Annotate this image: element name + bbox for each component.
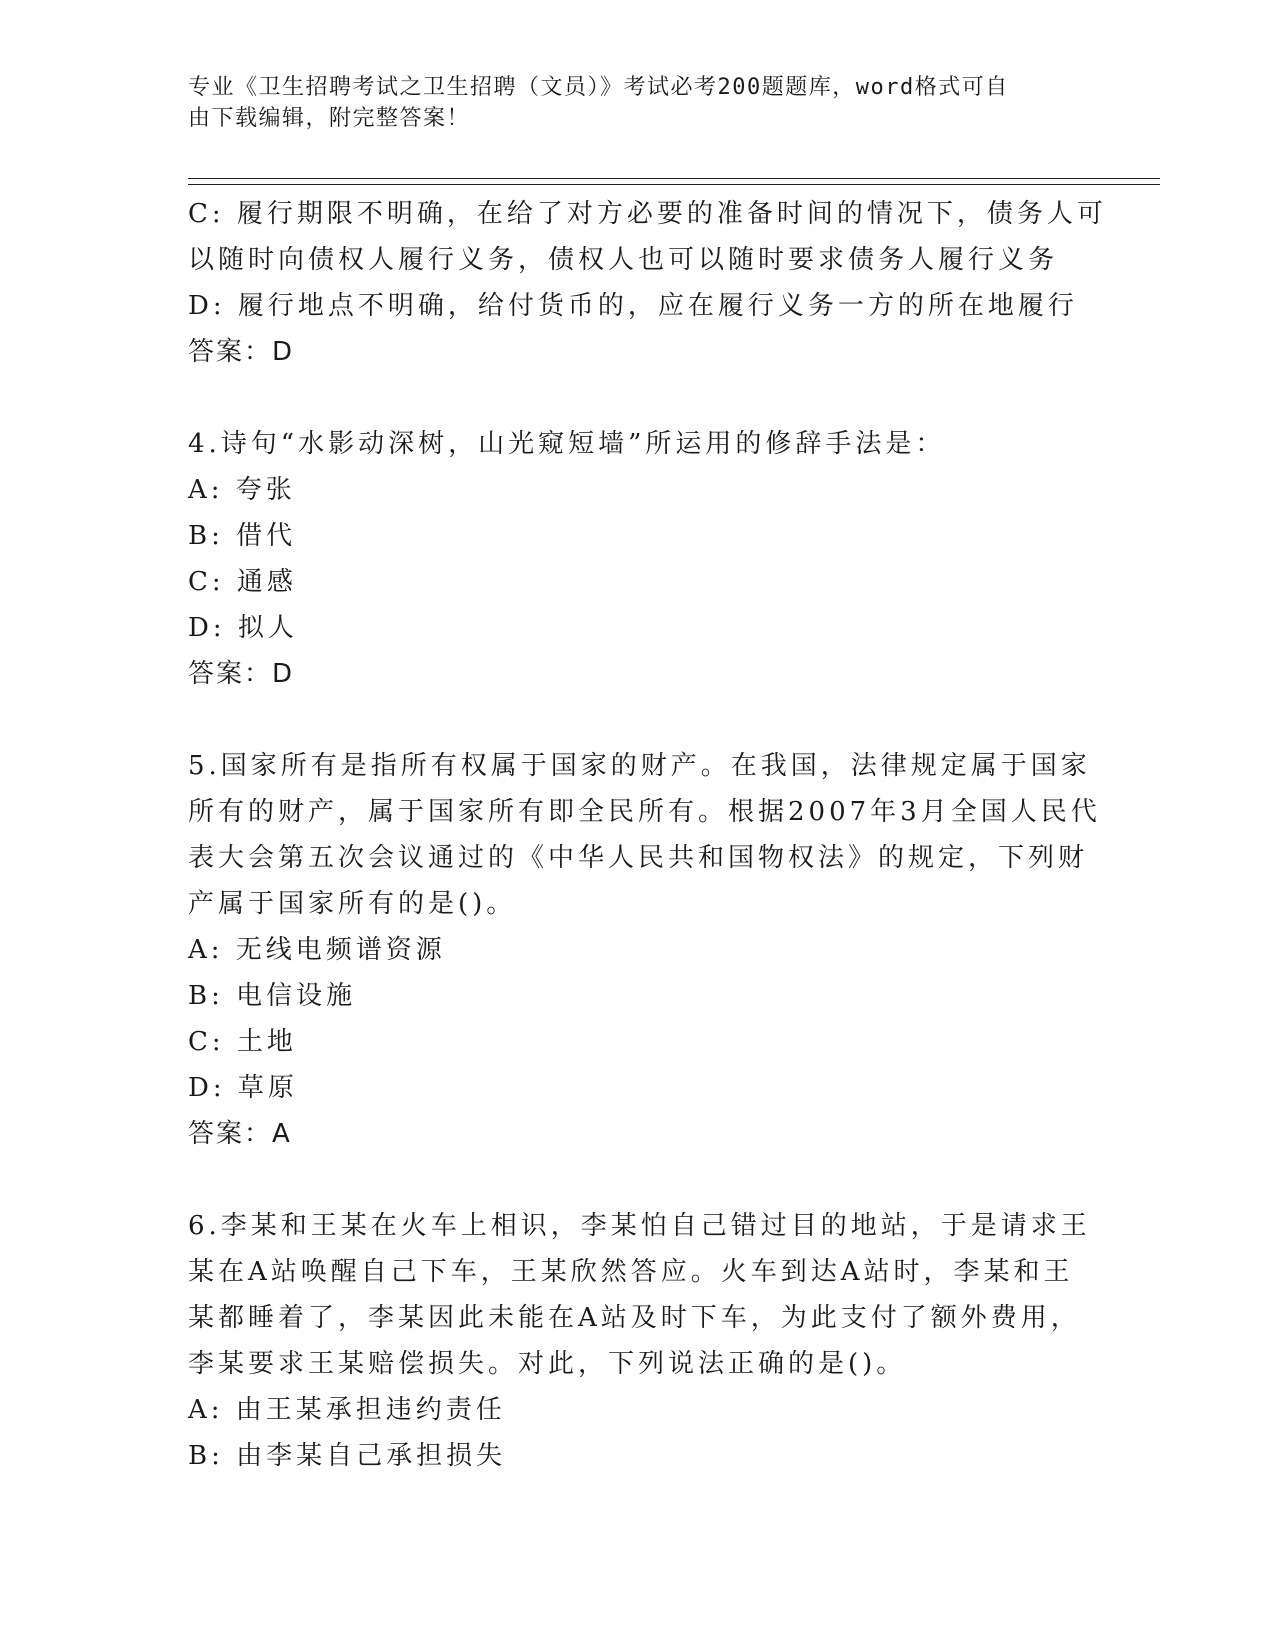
q5-answer: 答案：A <box>188 1119 292 1149</box>
header-line-1: 专业《卫生招聘考试之卫生招聘（文员）》考试必考200题题库，word格式可自 <box>188 75 1009 100</box>
question-content <box>188 191 1107 1479</box>
document-header <box>188 72 1068 134</box>
q6-stem-line-2: 某在A站唤醒自己下车，王某欣然答应。火车到达A站时，李某和王 <box>188 1257 1074 1287</box>
q4-stem: 4.诗句“水影动深树，山光窥短墙”所运用的修辞手法是： <box>188 429 946 459</box>
question-5 <box>188 743 1101 1157</box>
q6-option-a: A: 由王某承担违约责任 <box>188 1395 506 1425</box>
q6-stem-line-1: 6.李某和王某在火车上相识，李某怕自己错过目的地站，于是请求王 <box>188 1211 1091 1241</box>
q5-stem-line-3: 表大会第五次会议通过的《中华人民共和国物权法》的规定，下列财 <box>188 843 1089 873</box>
q5-option-c: C: 土地 <box>188 1027 297 1057</box>
q3-option-d: D: 履行地点不明确，给付货币的，应在履行义务一方的所在地履行 <box>188 291 1078 321</box>
header-rule-top <box>188 178 1160 179</box>
q4-option-d: D: 拟人 <box>188 613 298 643</box>
spacer <box>188 375 1088 421</box>
q5-stem-line-2: 所有的财产，属于国家所有即全民所有。根据2007年3月全国人民代 <box>188 797 1101 827</box>
spacer <box>188 1157 1088 1203</box>
q3-answer: 答案：D <box>188 337 295 367</box>
q4-option-b: B: 借代 <box>188 521 297 551</box>
q3-option-c-line-2: 以随时向债权人履行义务，债权人也可以随时要求债务人履行义务 <box>188 245 1059 275</box>
q5-stem-line-1: 5.国家所有是指所有权属于国家的财产。在我国，法律规定属于国家 <box>188 751 1091 781</box>
q5-option-a: A: 无线电频谱资源 <box>188 935 446 965</box>
header-rule-bottom <box>188 184 1160 185</box>
q6-option-b: B: 由李某自己承担损失 <box>188 1441 507 1471</box>
q6-stem-line-4: 李某要求王某赔偿损失。对此，下列说法正确的是()。 <box>188 1349 907 1379</box>
question-6 <box>188 1203 1091 1479</box>
q4-option-a: A: 夸张 <box>188 475 296 505</box>
q3-option-c-line-1: C: 履行期限不明确，在给了对方必要的准备时间的情况下，债务人可 <box>188 199 1107 229</box>
q5-option-b: B: 电信设施 <box>188 981 357 1011</box>
q4-answer: 答案：D <box>188 659 295 689</box>
question-4 <box>188 421 1088 697</box>
q5-stem-line-4: 产属于国家所有的是()。 <box>188 889 517 919</box>
spacer <box>188 697 1088 743</box>
q4-option-c: C: 通感 <box>188 567 297 597</box>
question-3-tail <box>188 191 1107 375</box>
header-line-2: 由下载编辑，附完整答案！ <box>188 106 471 131</box>
q6-stem-line-3: 某都睡着了，李某因此未能在A站及时下车，为此支付了额外费用， <box>188 1303 1081 1333</box>
q5-option-d: D: 草原 <box>188 1073 298 1103</box>
